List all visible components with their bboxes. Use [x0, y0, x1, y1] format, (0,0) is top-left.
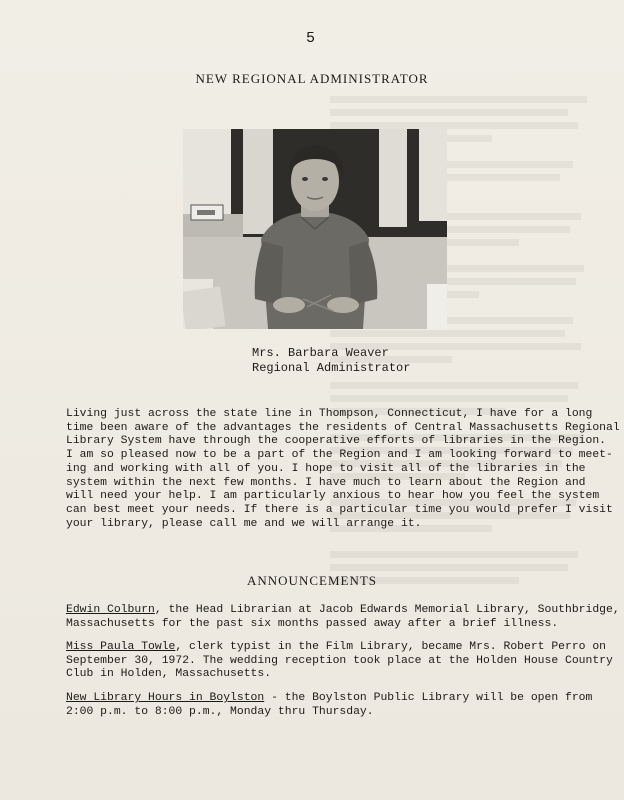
paragraph-line: time been aware of the advantages the residents of Central Massachusetts Regional [66, 421, 620, 434]
paragraph-line: I am so pleased now to be a part of the Region and I am looking forward to meet- [66, 449, 613, 462]
page-number: 5 [306, 30, 316, 47]
caption-role: Regional Administrator [252, 361, 411, 375]
paragraph-line: your library, please call me and we will arrange it. [66, 517, 422, 530]
paragraph-line: system within the next few months. I have much to learn about the Region and [66, 476, 586, 489]
announcement-heading: Miss Paula Towle [66, 641, 176, 653]
announcement-item [66, 692, 593, 719]
paragraph-line: can best meet your needs. If there is a particular time you would prefer I visit [66, 503, 613, 516]
paragraph-line: ing and working with all of you. I hope to visit all of the libraries in the [66, 462, 586, 475]
caption-name: Mrs. Barbara Weaver [252, 346, 389, 360]
administrator-letter-paragraph [66, 408, 620, 531]
announcement-heading: New Library Hours in Boylston [66, 692, 265, 704]
announcement-text: , the Head Librarian at Jacob Edwards Memorial Library, Southbridge, [154, 604, 620, 616]
photo-caption [252, 346, 410, 376]
announcement-text: 2:00 p.m. to 8:00 p.m., Monday thru Thursday. [66, 705, 374, 718]
section-title-announcements: ANNOUNCEMENTS [247, 573, 377, 588]
paragraph-line: Living just across the state line in Thompson, Connecticut, I have for a long [66, 408, 593, 420]
announcement-text: - the Boylston Public Library will be open from [264, 692, 593, 704]
announcement-text: Club in Holden, Massachusetts. [66, 668, 272, 681]
announcement-text: Massachusetts for the past six months passed away after a brief illness. [66, 617, 559, 630]
paragraph-line: will need your help. I am particularly anxious to hear how you feel the system [66, 490, 600, 503]
section-title-new-administrator: NEW REGIONAL ADMINISTRATOR [195, 71, 429, 86]
announcement-text: September 30, 1972. The wedding reception took place at the Holden House Country [66, 654, 613, 667]
administrator-portrait-photo [183, 129, 447, 329]
paragraph-line: Library System have through the cooperative efforts of libraries in the Region. [66, 435, 607, 448]
announcement-text: , clerk typist in the Film Library, became Mrs. Robert Perro on [175, 641, 607, 653]
announcement-item [66, 641, 613, 682]
announcement-heading: Edwin Colburn [66, 604, 155, 616]
announcement-item [66, 604, 620, 631]
